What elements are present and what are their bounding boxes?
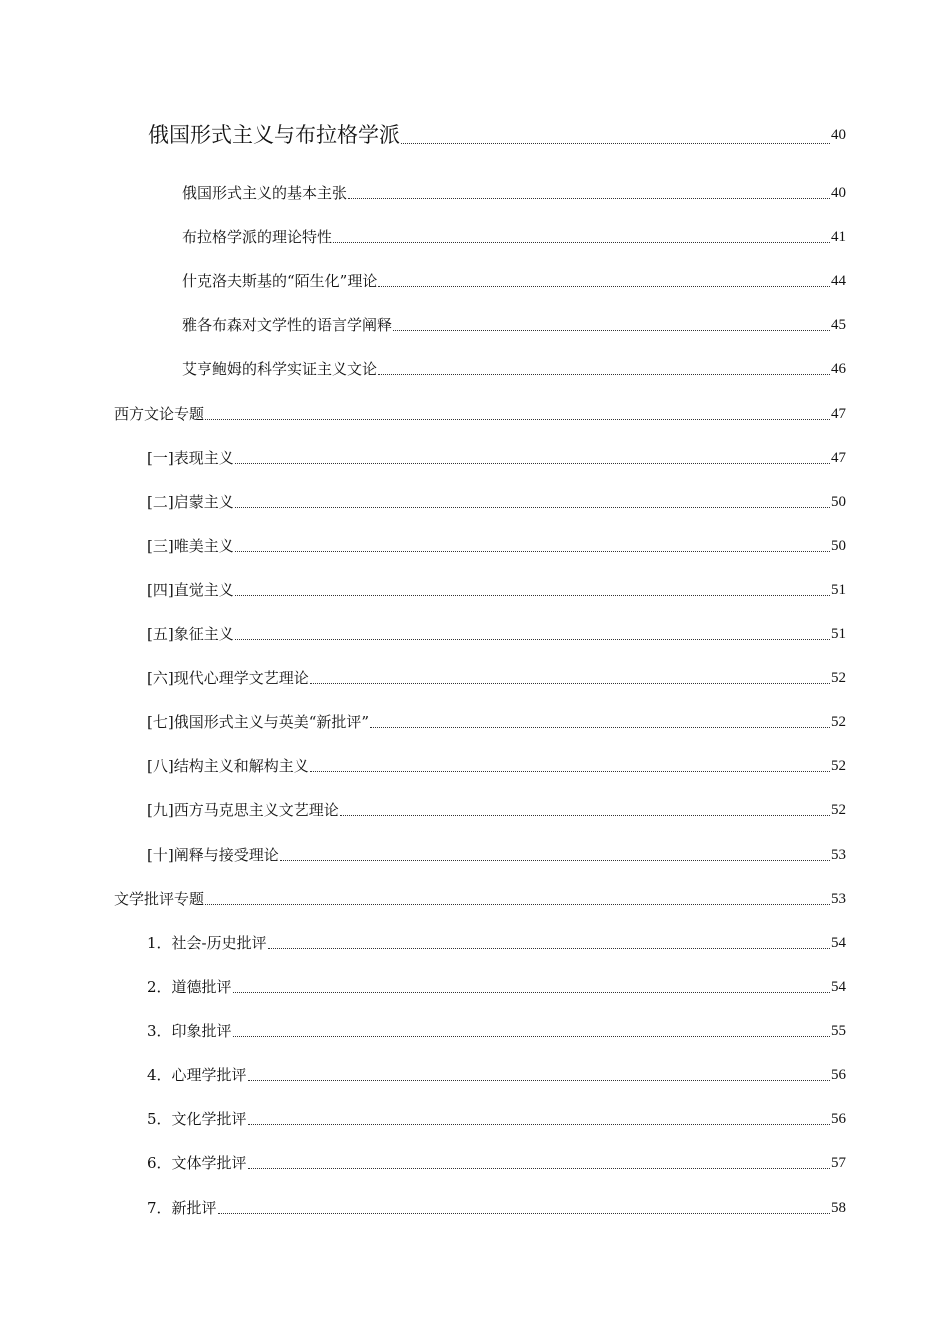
toc-entry-page: 55 <box>831 1023 846 1039</box>
toc-dot-leader <box>370 726 830 728</box>
toc-entry[interactable] <box>182 359 846 379</box>
toc-entry[interactable] <box>182 183 846 203</box>
toc-entry-page: 52 <box>831 670 846 686</box>
toc-dot-leader <box>205 903 830 905</box>
toc-entry[interactable] <box>147 624 846 644</box>
toc-entry-page: 56 <box>831 1067 846 1083</box>
toc-dot-leader <box>348 197 830 199</box>
toc-dot-leader <box>218 1212 830 1214</box>
toc-entry-page: 47 <box>831 406 846 422</box>
toc-entry-page: 54 <box>831 935 846 951</box>
toc-entry[interactable] <box>147 1198 846 1218</box>
toc-entry-page: 51 <box>831 626 846 642</box>
toc-entry-page: 41 <box>831 229 846 245</box>
toc-entry-title: 俄国形式主义的基本主张 <box>182 184 348 202</box>
toc-entry-title: 布拉格学派的理论特性 <box>182 228 333 246</box>
toc-entry-page: 52 <box>831 758 846 774</box>
toc-entry[interactable] <box>147 536 846 556</box>
toc-entry[interactable] <box>147 492 846 512</box>
toc-entry-title: 什克洛夫斯基的“陌生化”理论 <box>182 272 378 290</box>
toc-entry-title: 艾亨鲍姆的科学实证主义文论 <box>182 360 378 378</box>
toc-entry-page: 40 <box>831 185 846 201</box>
toc-dot-leader <box>235 638 830 640</box>
toc-dot-leader <box>235 462 830 464</box>
toc-dot-leader <box>233 1035 830 1037</box>
toc-entry-page: 58 <box>831 1200 846 1216</box>
toc-entry[interactable] <box>147 800 846 820</box>
toc-entry-title: [十]阐释与接受理论 <box>147 846 279 864</box>
toc-entry-title: [四]直觉主义 <box>147 581 234 599</box>
toc-entry-title: [六]现代心理学文艺理论 <box>147 669 309 687</box>
toc-dot-leader <box>333 241 830 243</box>
toc-entry-title: 俄国形式主义与布拉格学派 <box>148 123 400 147</box>
toc-entry[interactable] <box>147 1065 846 1085</box>
toc-entry[interactable] <box>114 404 846 424</box>
toc-dot-leader <box>235 594 830 596</box>
toc-entry-title: 3．印象批评 <box>147 1022 232 1040</box>
toc-dot-leader <box>280 859 830 861</box>
toc-entry-title: 2．道德批评 <box>147 978 232 996</box>
toc-entry[interactable] <box>148 122 846 148</box>
toc-entry-title: [五]象征主义 <box>147 625 234 643</box>
toc-dot-leader <box>235 550 830 552</box>
toc-entry-title: 1．社会-历史批评 <box>147 934 267 952</box>
toc-entry[interactable] <box>114 889 846 909</box>
toc-entry-page: 53 <box>831 891 846 907</box>
toc-dot-leader <box>235 506 830 508</box>
toc-entry-title: 5．文化学批评 <box>147 1110 247 1128</box>
toc-dot-leader <box>248 1079 830 1081</box>
toc-entry-title: 文学批评专题 <box>114 890 205 908</box>
toc-entry-title: [一]表现主义 <box>147 449 234 467</box>
toc-entry-page: 50 <box>831 538 846 554</box>
toc-entry-page: 57 <box>831 1155 846 1171</box>
toc-entry-page: 47 <box>831 450 846 466</box>
toc-entry[interactable] <box>182 227 846 247</box>
toc-entry-title: [七]俄国形式主义与英美“新批评” <box>147 713 370 731</box>
toc-entry[interactable] <box>182 315 846 335</box>
toc-dot-leader <box>310 770 830 772</box>
toc-entry[interactable] <box>147 712 846 732</box>
toc-dot-leader <box>248 1167 830 1169</box>
toc-entry[interactable] <box>147 580 846 600</box>
toc-entry-page: 45 <box>831 317 846 333</box>
toc-dot-leader <box>268 947 830 949</box>
toc-entry[interactable] <box>147 668 846 688</box>
toc-entry-page: 54 <box>831 979 846 995</box>
toc-dot-leader <box>205 418 830 420</box>
toc-entry-title: 雅各布森对文学性的语言学阐释 <box>182 316 393 334</box>
toc-entry-page: 56 <box>831 1111 846 1127</box>
toc-entry-page: 46 <box>831 361 846 377</box>
toc-dot-leader <box>248 1123 830 1125</box>
toc-dot-leader <box>378 285 830 287</box>
toc-entry-page: 40 <box>831 127 846 143</box>
toc-dot-leader <box>340 814 830 816</box>
toc-entry-page: 50 <box>831 494 846 510</box>
toc-dot-leader <box>233 991 830 993</box>
toc-entry-title: [三]唯美主义 <box>147 537 234 555</box>
toc-entry-title: 7．新批评 <box>147 1199 217 1217</box>
toc-entry[interactable] <box>147 448 846 468</box>
toc-entry[interactable] <box>147 1109 846 1129</box>
toc-entry-title: [二]启蒙主义 <box>147 493 234 511</box>
toc-entry-title: 6．文体学批评 <box>147 1154 247 1172</box>
toc-entry[interactable] <box>147 933 846 953</box>
toc-dot-leader <box>393 329 830 331</box>
toc-dot-leader <box>310 682 830 684</box>
toc-dot-leader <box>401 142 830 144</box>
toc-entry[interactable] <box>147 1153 846 1173</box>
toc-entry-title: 4．心理学批评 <box>147 1066 247 1084</box>
toc-entry-title: [九]西方马克思主义文艺理论 <box>147 801 339 819</box>
toc-entry-title: 西方文论专题 <box>114 405 205 423</box>
toc-entry-page: 44 <box>831 273 846 289</box>
toc-entry-page: 52 <box>831 802 846 818</box>
toc-entry[interactable] <box>147 756 846 776</box>
toc-dot-leader <box>378 373 830 375</box>
toc-entry[interactable] <box>147 1021 846 1041</box>
toc-entry[interactable] <box>147 977 846 997</box>
toc-entry-page: 51 <box>831 582 846 598</box>
toc-entry[interactable] <box>147 845 846 865</box>
toc-entry[interactable] <box>182 271 846 291</box>
toc-entry-page: 53 <box>831 847 846 863</box>
toc-entry-title: [八]结构主义和解构主义 <box>147 757 309 775</box>
toc-entry-page: 52 <box>831 714 846 730</box>
